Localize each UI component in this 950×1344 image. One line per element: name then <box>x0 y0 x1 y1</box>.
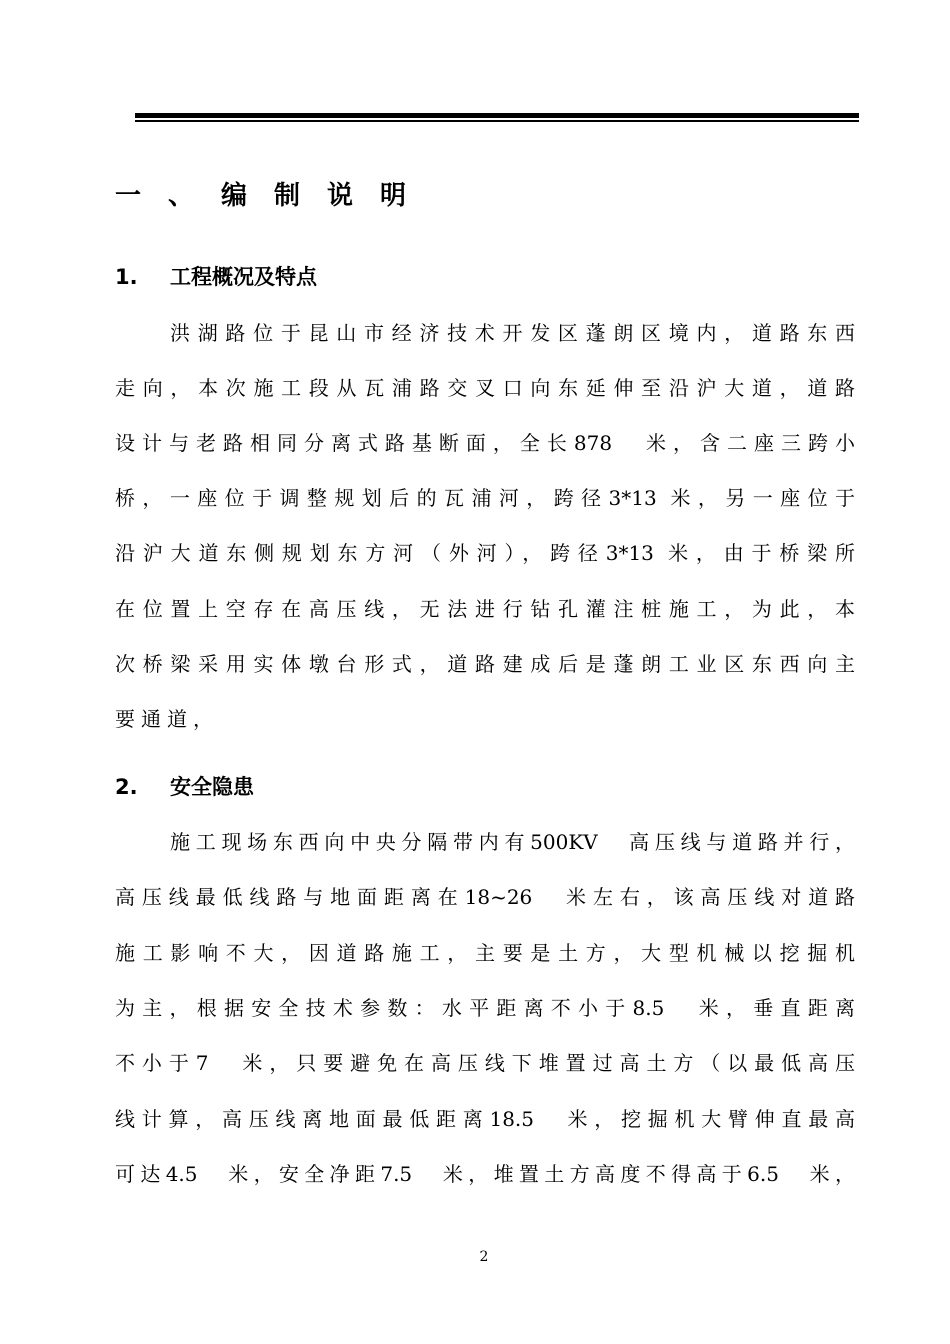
section-title: 安全隐患 <box>170 775 254 799</box>
section-title: 工程概况及特点 <box>170 265 317 289</box>
section-number: 1. <box>115 265 138 289</box>
paragraph-line: 沿沪大道东侧规划东方河（外河），跨径3*13 米，由于桥梁所 <box>115 541 855 565</box>
section-heading-2 <box>115 772 254 802</box>
chapter-title: 一、编制说明 <box>115 181 434 211</box>
page-number: 2 <box>479 1249 489 1265</box>
header-rule-thick <box>135 113 859 118</box>
header-rule-thin <box>135 120 859 122</box>
paragraph-line: 施工现场东西向中央分隔带内有500KV 高压线与道路并行， <box>170 830 855 854</box>
section-heading-1 <box>115 262 317 292</box>
paragraph-line: 走向，本次施工段从瓦浦路交叉口向东延伸至沿沪大道，道路 <box>115 376 855 400</box>
paragraph-line: 高压线最低线路与地面距离在18~26 米左右，该高压线对道路 <box>115 885 855 909</box>
paragraph-line: 线计算，高压线离地面最低距离18.5 米，挖掘机大臂伸直最高 <box>115 1107 855 1131</box>
paragraph-line: 施工影响不大，因道路施工，主要是土方，大型机械以挖掘机 <box>115 941 855 965</box>
paragraph-line: 为主，根据安全技术参数：水平距离不小于8.5 米，垂直距离 <box>115 996 855 1020</box>
paragraph-line: 洪湖路位于昆山市经济技术开发区蓬朗区境内，道路东西 <box>170 321 855 345</box>
section-number: 2. <box>115 775 138 799</box>
paragraph-line: 设计与老路相同分离式路基断面，全长878 米，含二座三跨小 <box>115 431 855 455</box>
paragraph-line: 桥，一座位于调整规划后的瓦浦河，跨径3*13 米，另一座位于 <box>115 486 855 510</box>
paragraph-line: 次桥梁采用实体墩台形式，道路建成后是蓬朗工业区东西向主 <box>115 652 855 676</box>
paragraph-line: 在位置上空存在高压线，无法进行钻孔灌注桩施工，为此，本 <box>115 597 855 621</box>
paragraph-line: 可达4.5 米，安全净距7.5 米，堆置土方高度不得高于6.5 米， <box>115 1162 855 1186</box>
paragraph-line: 不小于7 米，只要避免在高压线下堆置过高土方（以最低高压 <box>115 1051 855 1075</box>
paragraph-line: 要通道， <box>115 707 219 731</box>
